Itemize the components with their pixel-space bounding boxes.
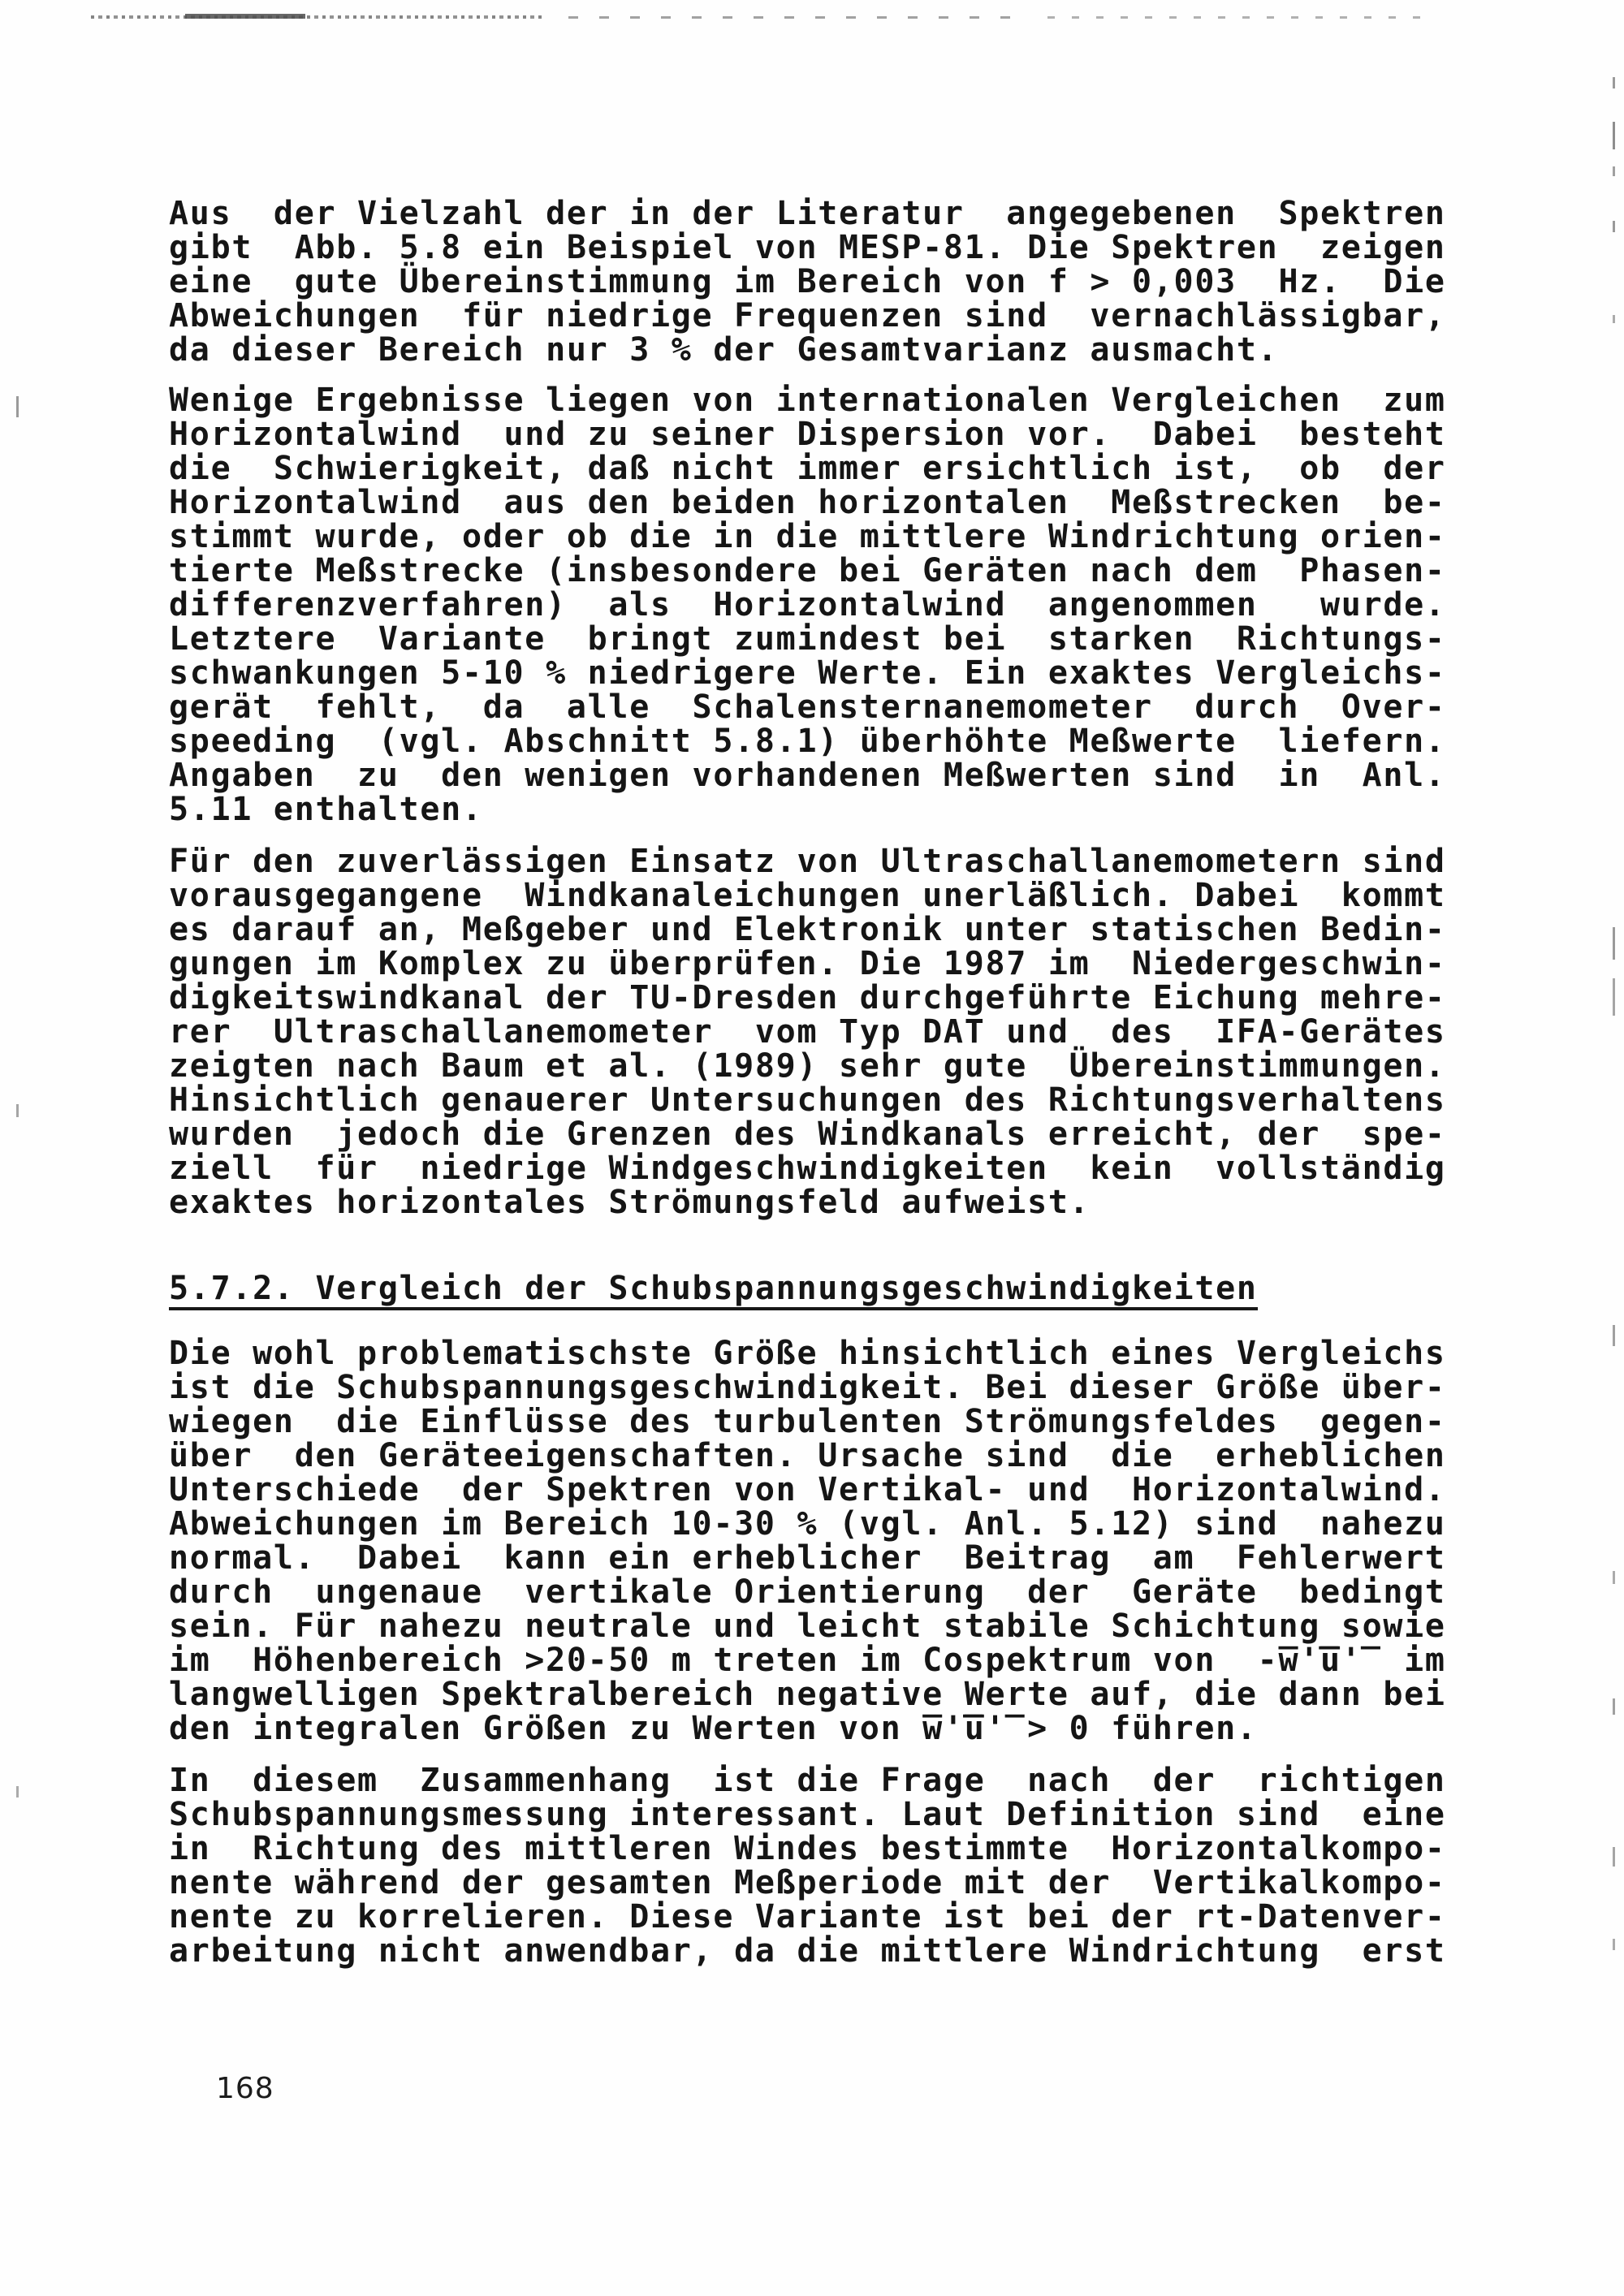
scan-artifact [1613, 1939, 1615, 1950]
scan-artifact [1613, 1325, 1615, 1346]
scan-artifact [16, 1104, 19, 1117]
paragraph-schubspannung: Die wohl problematischste Größe hinsichtlich eines Vergleichs ist die Schubspannungsgeschwindigkeit. Bei dieser Größe über- wiegen die Einflüsse des turbulenten Strömungsfeldes gegen- über den Geräteeigenschaften. Ursache sind die erheblichen Unterschiede der Spektren von Vertikal- und Horizontalwind. Abweichungen im Bereich 10-30 % (vgl. Anl. 5.12) sind nahezu normal. Dabei kann ein erheblicher Beitrag am Fehlerwert durch ungenaue vertikale Orientierung der Geräte bedingt sein. Für nahezu neutrale und leicht stabile Schichtung sowie im Höhenbereich >20-50 m treten im Cospektrum von -w̅'̅u̅'̅ im langwelligen Spektralbereich negative Werte auf, die dann bei den integralen Größen zu Werten von w̅'̅u̅'̅ > 0 führen. [169, 1335, 1446, 1747]
scan-artifact [16, 1786, 19, 1798]
scan-artifact [1047, 16, 1429, 19]
paragraph-spektren: Aus der Vielzahl der in der Literatur angegebenen Spektren gibt Abb. 5.8 ein Beispiel von MESP-81. Die Spektren zeigen eine gute Übereinstimmung im Bereich von f > 0,003 Hz. Die Abweichungen für niedrige Frequenzen sind vernachlässigbar, da dieser Bereich nur 3 % der Gesamtvarianz ausmacht. [169, 195, 1446, 369]
scan-artifact [1613, 978, 1615, 1016]
paragraph-zusammenhang: In diesem Zusammenhang ist die Frage nach der richtigen Schubspannungsmessung interessant. Laut Definition sind eine in Richtung des mittleren Windes bestimmte Horizontalkompo- nente während der gesamten Meßperiode mit der Vertikalkompo- nente zu korrelieren. Diese Variante ist bei der rt-Datenver- arbeitung nicht anwendbar, da die mittlere Windrichtung erst [169, 1762, 1446, 1970]
scan-artifact [1613, 1698, 1615, 1715]
scan-artifact [568, 16, 1023, 19]
section-heading-text: 5.7.2. Vergleich der Schubspannungsgeschwindigkeiten [169, 1271, 1258, 1310]
section-heading [169, 1271, 1258, 1310]
scan-artifact [91, 15, 546, 19]
paragraph-windkanal: Für den zuverlässigen Einsatz von Ultraschallanemometern sind vorausgegangene Windkanaleichungen unerläßlich. Dabei kommt es darauf an, Meßgeber und Elektronik unter statischen Bedin- gungen im Komplex zu überprüfen. Die 1987 im Niedergeschwin- digkeitswindkanal der TU-Dresden durchgeführte Eichung mehre- rer Ultraschallanemometer vom Typ DAT und des IFA-Gerätes zeigten nach Baum et al. (1989) sehr gute Übereinstimmungen. Hinsichtlich genauerer Untersuchungen des Richtungsverhaltens wurden jedoch die Grenzen des Windkanals erreicht, der spe- ziell für niedrige Windgeschwindigkeiten kein vollständig exaktes horizontales Strömungsfeld aufweist. [169, 843, 1446, 1221]
scan-artifact [1613, 77, 1615, 88]
scan-artifact [1613, 1571, 1615, 1584]
scan-artifact [1613, 927, 1615, 960]
scan-artifact [16, 396, 19, 417]
scan-artifact [1613, 315, 1615, 323]
scan-artifact [1613, 221, 1615, 232]
scan-artifact [185, 14, 305, 19]
scan-artifact [1613, 166, 1615, 176]
scan-artifact [1613, 1847, 1615, 1867]
page-number: 168 [216, 2072, 274, 2105]
scan-artifact [1613, 122, 1615, 149]
paragraph-horizontalwind: Wenige Ergebnisse liegen von internationalen Vergleichen zum Horizontalwind und zu seiner Dispersion vor. Dabei besteht die Schwierigkeit, daß nicht immer ersichtlich ist, ob der Horizontalwind aus den beiden horizontalen Meßstrecken be- stimmt wurde, oder ob die in die mittlere Windrichtung orien- tierte Meßstrecke (insbesondere bei Geräten nach dem Phasen- differenzverfahren) als Horizontalwind angenommen wurde. Letztere Variante bringt zumindest bei starken Richtungs- schwankungen 5-10 % niedrigere Werte. Ein exaktes Vergleichs- gerät fehlt, da alle Schalensternanemometer durch Over- speeding (vgl. Abschnitt 5.8.1) überhöhte Meßwerte liefern. Angaben zu den wenigen vorhandenen Meßwerten sind in Anl. 5.11 enthalten. [169, 382, 1446, 828]
